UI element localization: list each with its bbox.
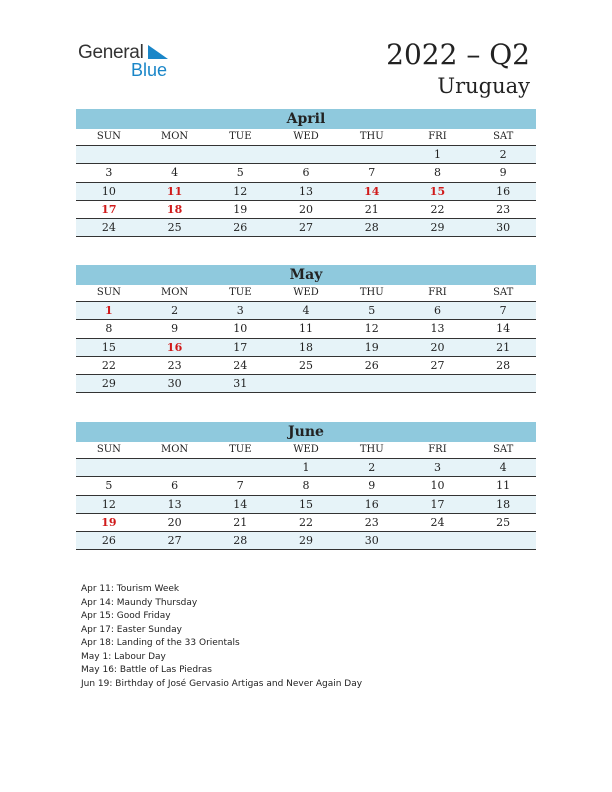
month-june (76, 422, 536, 550)
day-name: SAT (493, 131, 514, 142)
day-name: TUE (229, 444, 252, 455)
date-cell: 21 (496, 340, 511, 354)
day-name: THU (359, 444, 384, 455)
country-title: Uruguay (437, 74, 530, 98)
date-cell (207, 146, 273, 163)
week-row (76, 496, 536, 514)
week-row (76, 339, 536, 357)
logo-blue-text: Blue (131, 60, 168, 80)
date-cell: 25 (496, 515, 511, 529)
week-row (76, 375, 536, 393)
date-cell: 29 (430, 221, 445, 235)
date-cell: 22 (430, 202, 445, 216)
date-cell: 23 (167, 358, 182, 372)
day-name: SAT (493, 287, 514, 298)
date-cell: 21 (233, 515, 248, 529)
date-cell: 18 (496, 497, 511, 511)
date-cell: 16 (496, 184, 511, 198)
date-cell: 8 (302, 479, 310, 493)
week-row (76, 164, 536, 182)
day-name: MON (160, 287, 189, 298)
date-cell: 13 (430, 322, 445, 336)
date-cell: 26 (364, 358, 379, 372)
date-cell: 15 (299, 497, 314, 511)
week-row (76, 459, 536, 477)
date-cell: 20 (299, 202, 314, 216)
day-name: WED (293, 131, 319, 142)
date-cell: 6 (433, 304, 441, 317)
date-cell: 17 (430, 497, 445, 511)
week-row (76, 183, 536, 201)
day-name: FRI (428, 131, 447, 142)
date-cell (207, 459, 273, 476)
month-may (76, 265, 536, 393)
date-cell: 6 (302, 166, 310, 180)
holiday-note: May 16: Battle of Las Piedras (81, 665, 212, 675)
date-cell (470, 532, 536, 549)
date-cell: 30 (496, 221, 511, 235)
date-cell: 28 (496, 358, 511, 372)
date-cell: 31 (233, 377, 248, 391)
day-name: SAT (493, 444, 514, 455)
day-name: SUN (96, 444, 121, 455)
logo-triangle-icon (148, 45, 170, 61)
date-cell: 10 (233, 322, 248, 336)
date-cell (142, 459, 208, 476)
date-cell: 9 (368, 479, 376, 493)
date-cell (76, 459, 142, 476)
date-cell: 1 (433, 148, 441, 161)
day-name: WED (293, 287, 319, 298)
week-row (76, 532, 536, 550)
date-cell: 23 (364, 515, 379, 529)
date-cell: 25 (167, 221, 182, 235)
date-cell: 28 (233, 534, 248, 548)
day-name: THU (359, 131, 384, 142)
holiday-date-cell: 15 (429, 184, 446, 198)
date-cell: 27 (167, 534, 182, 548)
date-cell: 25 (299, 358, 314, 372)
date-cell: 8 (105, 322, 113, 336)
day-name: SUN (96, 287, 121, 298)
week-row (76, 146, 536, 164)
day-name: FRI (428, 444, 447, 455)
date-cell: 13 (167, 497, 182, 511)
day-name: TUE (229, 287, 252, 298)
week-row (76, 201, 536, 219)
date-cell: 21 (364, 202, 379, 216)
date-cell: 4 (499, 461, 507, 474)
holiday-date-cell: 14 (364, 184, 380, 198)
date-cell (142, 146, 208, 163)
date-cell: 13 (299, 184, 314, 198)
date-cell: 23 (496, 202, 511, 216)
date-cell: 7 (499, 304, 507, 317)
holiday-note: Apr 18: Landing of the 33 Orientals (81, 638, 240, 648)
week-row (76, 477, 536, 495)
day-name: TUE (229, 131, 252, 142)
holiday-note: Apr 17: Easter Sunday (81, 624, 182, 635)
date-cell: 10 (430, 479, 445, 493)
date-cell (405, 532, 471, 549)
date-cell: 7 (236, 479, 244, 493)
date-cell: 3 (236, 304, 244, 317)
day-name: THU (359, 287, 384, 298)
date-cell: 29 (101, 377, 116, 391)
date-cell: 15 (101, 340, 116, 354)
date-cell: 9 (171, 322, 179, 336)
date-cell: 5 (368, 304, 376, 317)
date-cell: 30 (167, 377, 182, 391)
day-name-row (76, 285, 536, 302)
week-row (76, 514, 536, 532)
date-cell: 3 (105, 166, 113, 180)
holiday-notes (81, 583, 362, 691)
date-cell: 18 (299, 340, 314, 354)
date-cell (273, 375, 339, 392)
date-cell: 12 (233, 184, 248, 198)
generalblue-logo (78, 42, 178, 82)
holiday-note: Apr 15: Good Friday (81, 611, 171, 621)
date-cell: 12 (101, 497, 116, 511)
date-cell: 20 (167, 515, 182, 529)
holiday-note: Apr 14: Maundy Thursday (81, 597, 198, 608)
date-cell (339, 146, 405, 163)
holiday-note: Apr 11: Tourism Week (81, 584, 180, 594)
date-cell: 19 (233, 202, 248, 216)
date-cell (273, 146, 339, 163)
date-cell: 16 (364, 497, 379, 511)
date-cell: 12 (364, 322, 379, 336)
date-cell (339, 375, 405, 392)
holiday-date-cell: 17 (101, 202, 117, 216)
date-cell: 4 (171, 166, 179, 180)
logo-general-text: General (78, 42, 144, 63)
date-cell: 1 (302, 461, 310, 474)
holiday-date-cell: 16 (166, 340, 183, 354)
day-name-row (76, 442, 536, 459)
quarter-title: 2022 – Q2 (386, 38, 530, 71)
date-cell: 27 (430, 358, 445, 372)
week-row (76, 320, 536, 338)
date-cell: 30 (364, 534, 379, 548)
day-name-row (76, 129, 536, 146)
date-cell: 26 (101, 534, 116, 548)
week-row (76, 219, 536, 237)
date-cell: 17 (233, 340, 248, 354)
date-cell: 10 (101, 184, 116, 198)
day-name: WED (293, 444, 319, 455)
date-cell: 5 (236, 166, 244, 180)
date-cell: 6 (171, 479, 179, 493)
month-name: June (76, 422, 536, 442)
date-cell: 11 (496, 479, 511, 493)
date-cell: 28 (364, 221, 379, 235)
date-cell: 14 (233, 497, 248, 511)
date-cell: 24 (233, 358, 248, 372)
holiday-date-cell: 1 (105, 304, 113, 317)
date-cell: 2 (499, 148, 507, 161)
month-name: April (76, 109, 536, 129)
date-cell: 24 (430, 515, 445, 529)
holiday-date-cell: 11 (166, 184, 183, 198)
date-cell (470, 375, 536, 392)
date-cell: 20 (430, 340, 445, 354)
date-cell: 2 (368, 461, 376, 474)
date-cell (405, 375, 471, 392)
date-cell: 11 (299, 322, 314, 336)
day-name: SUN (96, 131, 121, 142)
holiday-note: May 1: Labour Day (81, 651, 166, 662)
day-name: MON (160, 131, 189, 142)
date-cell: 14 (496, 322, 511, 336)
date-cell: 9 (499, 166, 507, 180)
week-row (76, 357, 536, 375)
date-cell (76, 146, 142, 163)
week-row (76, 302, 536, 320)
date-cell: 3 (433, 461, 441, 474)
date-cell: 4 (302, 304, 310, 317)
date-cell: 26 (233, 221, 248, 235)
date-cell: 22 (299, 515, 314, 529)
date-cell: 29 (299, 534, 314, 548)
holiday-date-cell: 18 (166, 202, 183, 216)
month-name: May (76, 265, 536, 285)
date-cell: 5 (105, 479, 113, 493)
date-cell: 2 (171, 304, 179, 317)
date-cell: 7 (368, 166, 376, 180)
day-name: FRI (428, 287, 447, 298)
date-cell: 19 (364, 340, 379, 354)
holiday-note: Jun 19: Birthday of José Gervasio Artigas and Never Again Day (81, 678, 363, 689)
date-cell: 24 (101, 221, 116, 235)
month-april (76, 109, 536, 237)
holiday-date-cell: 19 (101, 515, 117, 529)
date-cell: 8 (433, 166, 441, 180)
date-cell: 27 (299, 221, 314, 235)
day-name: MON (160, 444, 189, 455)
date-cell: 22 (101, 358, 116, 372)
